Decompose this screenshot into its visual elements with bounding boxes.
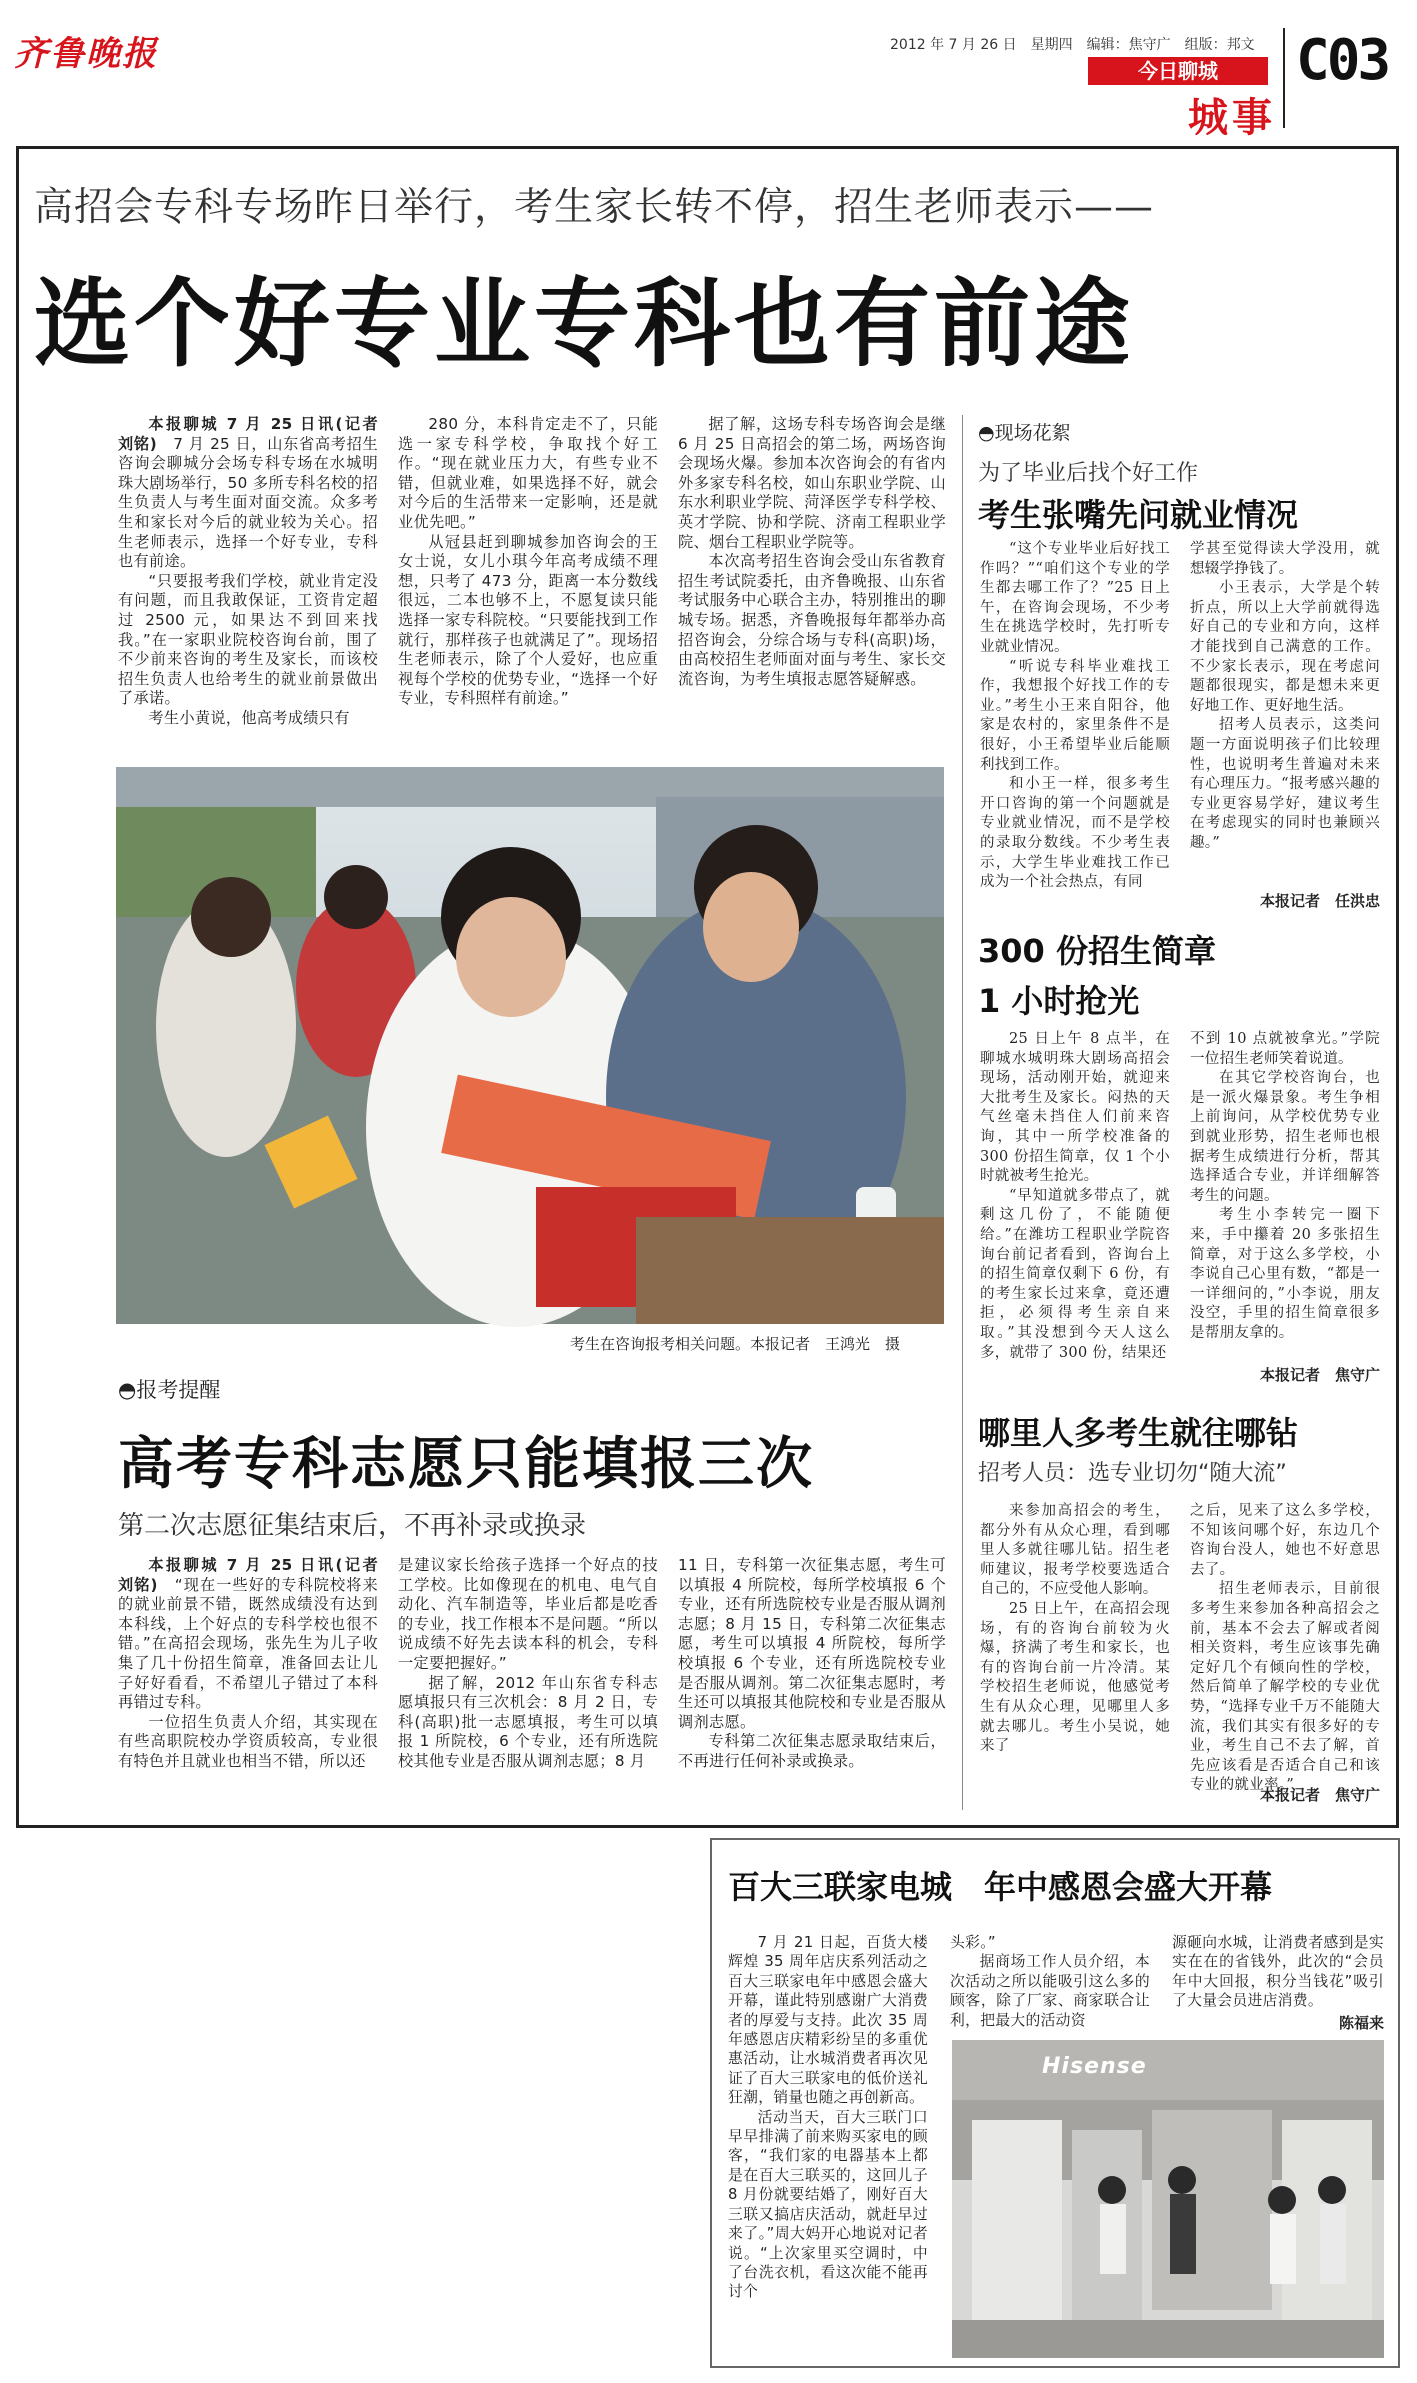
ad-headline: 百大三联家电城 年中感恩会盛大开幕 — [728, 1868, 1273, 1906]
side-story1-headline: 考生张嘴先问就业情况 — [978, 496, 1299, 534]
lead-col-2 — [398, 415, 658, 745]
ad-byline: 陈福来 — [1338, 2014, 1384, 2032]
header-divider — [1283, 28, 1285, 128]
paragraph: 从冠县赶到聊城参加咨询会的王女士说，女儿小琪今年高考成绩不理想，只考了 473 分，距离一本分数线很远，二本也够不上，不愿复读只能选择一家专科院校。“只要能找到工作就行，那样孩子也就满足了”。现场招生老师表示，除了个人爱好，也应重视每个学校的优势专业，“选择一个好专业，专科照样有前途。” — [398, 532, 658, 708]
side-story3-headline: 哪里人多考生就往哪钻 — [978, 1414, 1299, 1452]
side-story3-col-2 — [1190, 1502, 1380, 1794]
paragraph: 25 日上午，在高招会现场，有的咨询台前较为火爆，挤满了考生和家长，也有的咨询台前一片冷清。某学校招生老师说，他感觉考生有从众心理，见哪里人多就去哪儿。考生小吴说，她来了 — [980, 1600, 1170, 1755]
paragraph: 小王表示，大学是个转折点，所以上大学前就得选好自己的专业和方向，这样才能找到自己满意的工作。不少家长表示，现在考虑问题都很现实，都是想未来更好地工作、更好地生活。 — [1190, 580, 1380, 714]
issue-meta: 2012 年 7 月 26 日 星期四 编辑：焦守广 组版：邦文 — [890, 37, 1255, 53]
lead-photo — [116, 767, 944, 1324]
paragraph: 源砸向水城，让消费者感到是实实在在的省钱外，此次的“会员年中大回报，积分当钱花”吸引了大量会员进店消费。 — [1172, 1934, 1384, 2010]
remind-col-3 — [678, 1556, 946, 1806]
dateline: 本报聊城 7 月 25 日讯(记者 刘铭) — [118, 415, 394, 453]
lead-col-1 — [118, 415, 394, 745]
side-tag — [978, 418, 1071, 445]
remind-tag — [118, 1374, 220, 1404]
paragraph: 招生老师表示，目前很多考生来参加各种高招会之前，基本不会去了解或者阅相关资料，考生应该事先确定好几个有倾向性的学校，然后简单了解学校的专业优势，“选择专业千万不能随大流，我们其实有很多好的专业，考生自己不去了解，首先应该看是否适合自己和该专业的就业率。” — [1190, 1581, 1380, 1794]
remind-tag-label: 报考提醒 — [136, 1378, 221, 1402]
paragraph: 11 日，专科第一次征集志愿，考生可以填报 4 所院校，每所学校填报 6 个专业，还有所选院校专业是否服从调剂志愿；8 月 15 日，专科第二次征集志愿，考生可以填报 4 所院校，每所学校填报 6 个专业，还有所选院校专业是否服从调剂。第二次征集志愿时，考生还可以填报其他院校和专业是否服从调剂志愿。 — [678, 1556, 946, 1731]
paragraph: 考生小李转完一圈下来，手中攥着 20 多张招生简章，对于这么多学校，小李说自己心里有数，“都是一一详细问的，”小李说，朋友没空，手里的招生简章很多是帮朋友拿的。 — [1190, 1207, 1380, 1341]
paragraph: “这个专业毕业后好找工作吗？”“咱们这个专业的学生都去哪工作了？”25 日上午，在咨询会现场，不少考生在挑选学校时，先打听专业就业情况。 — [980, 541, 1170, 655]
side-tag-label: 现场花絮 — [994, 422, 1071, 444]
side-story2-byline: 本报记者 焦守广 — [1259, 1366, 1380, 1384]
paragraph: 本次高考招生咨询会受山东省教育招生考试院委托，由齐鲁晚报、山东省考试服务中心联合主办，特别推出的聊城专场。据悉，齐鲁晚报每年都举办高招咨询会，分综合场与专科(高职)场，由高校招生老师面对面与考生、家长交流咨询，为考生填报志愿答疑解惑。 — [678, 552, 946, 688]
side-story2-headline-2: 1 小时抢光 — [978, 982, 1140, 1020]
paragraph: 之后，见来了这么多学校，不知该问哪个好，东边几个咨询台没人，她也不好意思去了。 — [1190, 1503, 1380, 1578]
paragraph — [118, 415, 394, 572]
paragraph-text: “现在一些好的专科院校将来的就业前景不错，既然成绩没有达到本科线，上个好点的专科学校也很不错。”在高招会现场，张先生为儿子收集了几十份招生简章，准备回去让儿子好好看看，不希望儿子错过了本科再错过专科。 — [118, 1575, 378, 1712]
ad-photo-sign: Hisense — [1042, 2054, 1147, 2079]
remind-headline: 高考专科志愿只能填报三次 — [118, 1432, 814, 1497]
side-story2-col-1 — [980, 1030, 1170, 1386]
paragraph: 来参加高招会的考生，都分外有从众心理，看到哪里人多就往哪儿钻。招生老师建议，报考学校要选适合自己的，不应受他人影响。 — [980, 1503, 1170, 1598]
paragraph: 280 分，本科肯定走不了，只能选一家专科学校，争取找个好工作。“现在就业压力大，有些专业不错，但就业难，如果选择不好，就会对今后的生活带来一定影响，还是就业优先吧。” — [398, 415, 658, 531]
tag-circle-icon: ◓ — [978, 422, 995, 444]
paragraph: 活动当天，百大三联门口早早排满了前来购买家电的顾客，“我们家的电器基本上都是在百大三联买的，这回儿子 8 月份就要结婚了，刚好百大三联又搞店庆活动，就赶早过来了。”周大妈开心地说对记者说。“上次家里买空调时，中了台洗衣机，看这次能不能再讨个 — [728, 2108, 928, 2301]
side-story3-byline: 本报记者 焦守广 — [1259, 1786, 1380, 1804]
paragraph: 一位招生负责人介绍，其实现在有些高职院校办学资质较高，专业很有特色并且就业也相当不错，所以还 — [118, 1712, 378, 1770]
ad-col-3 — [1172, 1933, 1384, 2013]
paragraph: 据了解，这场专科专场咨询会是继 6 月 25 日高招会的第二场，两场咨询会现场火爆。参加本次咨询会的有省内外多家专科名校，如山东职业学院、山东水利职业学院、菏泽医学专科学校、英才学院、协和学院、济南工程职业学院、烟台工程职业学院等。 — [678, 415, 946, 551]
remind-col-2 — [398, 1556, 658, 1806]
paragraph: 专科第二次征集志愿录取结束后，不再进行任何补录或换录。 — [678, 1732, 946, 1770]
remind-col-1 — [118, 1556, 394, 1806]
ad-col-1 — [728, 1933, 928, 2363]
remind-subhead: 第二次志愿征集结束后，不再补录或换录 — [118, 1511, 587, 1541]
paragraph: 据商场工作人员介绍，本次活动之所以能吸引这么多的顾客，除了厂家、商家联合让利，把最大的活动资 — [950, 1953, 1150, 2029]
side-story3-col-1 — [980, 1502, 1170, 1802]
paragraph: 头彩。” — [950, 1934, 996, 1951]
paragraph: 在其它学校咨询台，也是一派火爆景象。考生争相上前询问，从学校优势专业到就业形势，招生老师也根据考生成绩进行分析，帮其选择适合专业，并详细解答考生的问题。 — [1190, 1070, 1380, 1204]
paragraph: “听说专科毕业难找工作，我想报个好找工作的专业。”考生小王来自阳谷，他家是农村的，家里条件不是很好，小王希望毕业后能顺利找到工作。 — [980, 658, 1170, 773]
paragraph: 据了解，2012 年山东省专科志愿填报只有三次机会：8 月 2 日，专科(高职)批一志愿填报，考生可以填报 1 所院校，6 个专业，还有所选院校其他专业是否服从调剂志愿；8 月 — [398, 1673, 658, 1770]
channel-badge — [1088, 57, 1268, 85]
side-story2-col-2 — [1190, 1030, 1380, 1360]
column-divider — [962, 415, 963, 1810]
section-label: 城事 — [1188, 94, 1276, 141]
masthead-logo: 齐鲁晚报 — [14, 34, 158, 74]
side-story1-col-1 — [980, 540, 1170, 910]
ad-col-2 — [950, 1933, 1150, 2033]
channel-label: 今日聊城 — [1138, 59, 1218, 83]
tag-circle-icon: ◓ — [118, 1378, 137, 1402]
paragraph: 是建议家长给孩子选择一个好点的技工学校。比如像现在的机电、电气自动化、汽车制造等，毕业后都是吃香的专业，找工作根本不是问题。“所以说成绩不好先去读本科的机会，专科一定要把握好。” — [398, 1556, 658, 1672]
paragraph: “早知道就多带点了，就剩这几份了，不能随便给。”在潍坊工程职业学院咨询台前记者看到，咨询台上的招生简章仅剩下 6 份，有的考生家长过来拿，竟还遭拒，必须得考生亲自来取。”其没想到今天人这么多，就带了 300 份，结果还 — [980, 1187, 1170, 1361]
side-story1-col-2 — [1190, 540, 1380, 880]
side-story1-subhead: 为了毕业后找个好工作 — [978, 461, 1199, 486]
paragraph: “只要报考我们学校，就业肯定没有问题，而且我敢保证，工资肯定超过 2500 元，如果达不到回来找我。”在一家职业院校咨询台前，围了不少前来咨询的考生及家长，而该校招生负责人也给考生的就业前景做出了承诺。 — [118, 571, 378, 708]
dateline: 本报聊城 7 月 25 日讯(记者 刘铭) — [118, 1556, 394, 1594]
paragraph-text: 7 月 25 日，山东省高考招生咨询会聊城分会场专科专场在水城明珠大剧场举行，50 多所专科名校的招生负责人与考生面对面交流。众多考生和家长对今后的就业较为关心。招生老师表示，选择一个好专业，专科也有前途。 — [118, 434, 378, 571]
paragraph: 不到 10 点就被拿光。”学院一位招生老师笑着说道。 — [1190, 1031, 1380, 1067]
ad-photo — [952, 2040, 1384, 2358]
paragraph: 25 日上午 8 点半，在聊城水城明珠大剧场高招会现场，活动刚开始，就迎来大批考生及家长。闷热的天气丝毫未挡住人们前来咨询，其中一所学校准备的 300 份招生简章，仅 1 个小时就被考生抢光。 — [980, 1031, 1170, 1185]
paragraph: 学甚至觉得读大学没用，就想辍学挣钱了。 — [1190, 541, 1380, 577]
paragraph: 和小王一样，很多考生开口咨询的第一个问题就是专业就业情况，而不是学校的录取分数线。不少考生表示，大学生毕业难找工作已成为一个社会热点，有同 — [980, 776, 1170, 891]
side-story2-headline-1: 300 份招生简章 — [978, 932, 1216, 970]
paragraph: 招考人员表示，这类问题一方面说明孩子们比较理性，也说明考生普遍对未来有心理压力。“报考感兴趣的专业更容易学好，建议考生在考虑现实的同时也兼顾兴趣。” — [1190, 717, 1380, 851]
paragraph — [118, 1556, 394, 1713]
lead-col-3 — [678, 415, 946, 745]
lead-headline: 选个好专业专科也有前途 — [34, 268, 1134, 380]
paragraph: 7 月 21 日起，百货大楼辉煌 35 周年店庆系列活动之百大三联家电年中感恩会盛大开幕，谨此特别感谢广大消费者的厚爱与支持。此次 35 周年感恩店庆精彩纷呈的多重优惠活动，让水城消费者再次见证了百大三联家电的低价送礼狂潮，销量也随之再创新高。 — [728, 1934, 928, 2107]
side-story3-subhead: 招考人员：选专业切勿“随大流” — [978, 1461, 1287, 1486]
lead-kicker: 高招会专科专场昨日举行，考生家长转不停，招生老师表示—— — [34, 185, 1155, 230]
paragraph: 考生小黄说，他高考成绩只有 — [148, 708, 350, 727]
side-story1-byline: 本报记者 任洪忠 — [1259, 892, 1380, 910]
lead-photo-caption: 考生在咨询报考相关问题。本报记者 王鸿光 摄 — [570, 1335, 901, 1353]
page-code: C03 — [1296, 28, 1389, 93]
